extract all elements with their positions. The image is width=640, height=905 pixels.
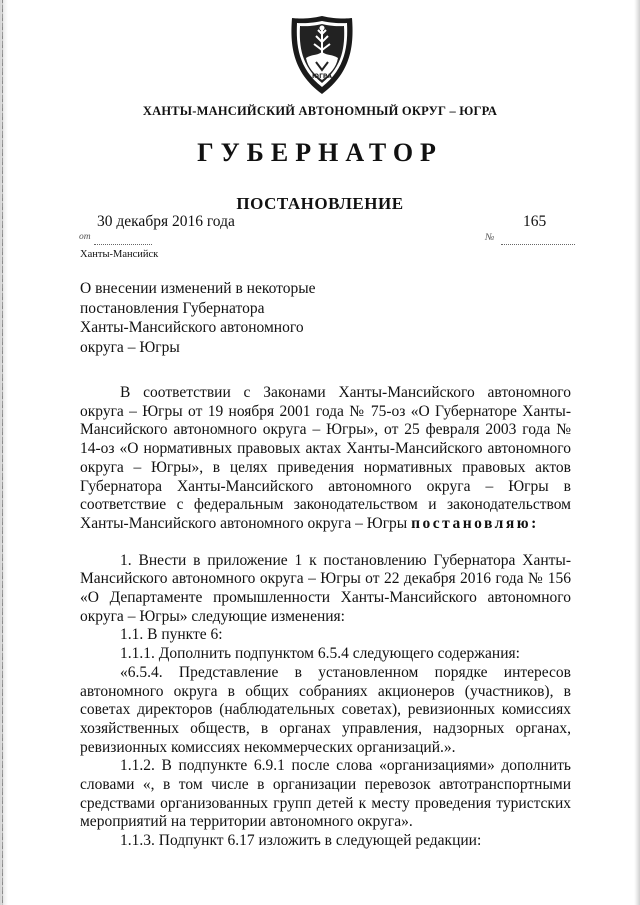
date-underline bbox=[94, 244, 152, 245]
subject-line: постановления Губернатора bbox=[80, 299, 265, 317]
subject-line: округа – Югры bbox=[80, 338, 180, 356]
scan-edge-right bbox=[634, 0, 640, 905]
quoted-subpoint-6-5-4: «6.5.4. Представление в установленном порядке интересов автономного округа в общих собраниях акционеров (участников), в советах директоров (наблюдательных советах), ревизионных комиссиях хозяйственных обществ, в органах управления, надзорных органах, ревизионных комиссиях некоммерческих организаций.». bbox=[80, 663, 571, 756]
authority-title: ГУБЕРНАТОР bbox=[197, 138, 443, 167]
document-number: 165 bbox=[523, 213, 547, 230]
subject-line: О внесении изменений в некоторые bbox=[80, 280, 316, 297]
number-underline bbox=[501, 244, 575, 245]
scan-edge-left bbox=[0, 0, 8, 905]
preamble-paragraph bbox=[80, 384, 571, 534]
city-name: Ханты-Мансийск bbox=[80, 249, 159, 260]
document-type: ПОСТАНОВЛЕНИЕ bbox=[236, 194, 404, 213]
number-prefix-label: № bbox=[485, 232, 495, 243]
decree-word: постановляю: bbox=[411, 514, 539, 532]
paragraph-gap bbox=[80, 534, 571, 552]
item-1-paragraph: 1. Внести в приложение 1 к постановлению Губернатора Ханты-Мансийского автономного округа – Югры от 22 декабря 2016 года № 156 «О Департаменте промышленности Ханты-Мансийского автономного округа – Югры» следующие изменения: bbox=[80, 551, 571, 625]
item-1-1-1-paragraph: 1.1.1. Дополнить подпунктом 6.5.4 следующего содержания: bbox=[120, 645, 520, 663]
region-title: ХАНТЫ-МАНСИЙСКИЙ АВТОНОМНЫЙ ОКРУГ – ЮГРА bbox=[142, 104, 498, 118]
item-1-1-2-paragraph: 1.1.2. В подпункте 6.9.1 после слова «организациями» дополнить словами «, в том числе в организации перевозок автотранспортными средствами организованных групп детей к месту проведения туристских мероприятий на территории автономного округа». bbox=[80, 757, 571, 831]
item-1-1-3-paragraph: 1.1.3. Подпункт 6.17 изложить в следующей редакции: bbox=[120, 832, 482, 850]
date-prefix-label: от bbox=[79, 232, 91, 242]
document-subject bbox=[80, 279, 350, 357]
document-body bbox=[80, 384, 571, 851]
document-date: 30 декабря 2016 года bbox=[97, 213, 235, 230]
preamble-text: В соответствии с Законами Ханты-Мансийского автономного округа – Югры от 19 ноября 2001 года № 75-оз «О Губернаторе Ханты-Мансийского автономного округа – Югры», от 25 февраля 2003 года № 14-оз «О нормативных правовых актах Ханты-Мансийского автономного округа – Югры», в целях приведения нормативных правовых актов Губернатора Ханты-Мансийского автономного округа – Югры в соответствие с федеральным законодательством и законодательством Ханты-Мансийского автономного округа – Югры bbox=[80, 384, 571, 532]
subject-line: Ханты-Мансийского автономного bbox=[80, 319, 304, 336]
coat-of-arms-emblem bbox=[286, 14, 358, 98]
emblem-caption: ЮГРА bbox=[312, 73, 332, 80]
item-1-1-paragraph: 1.1. В пункте 6: bbox=[120, 626, 223, 644]
